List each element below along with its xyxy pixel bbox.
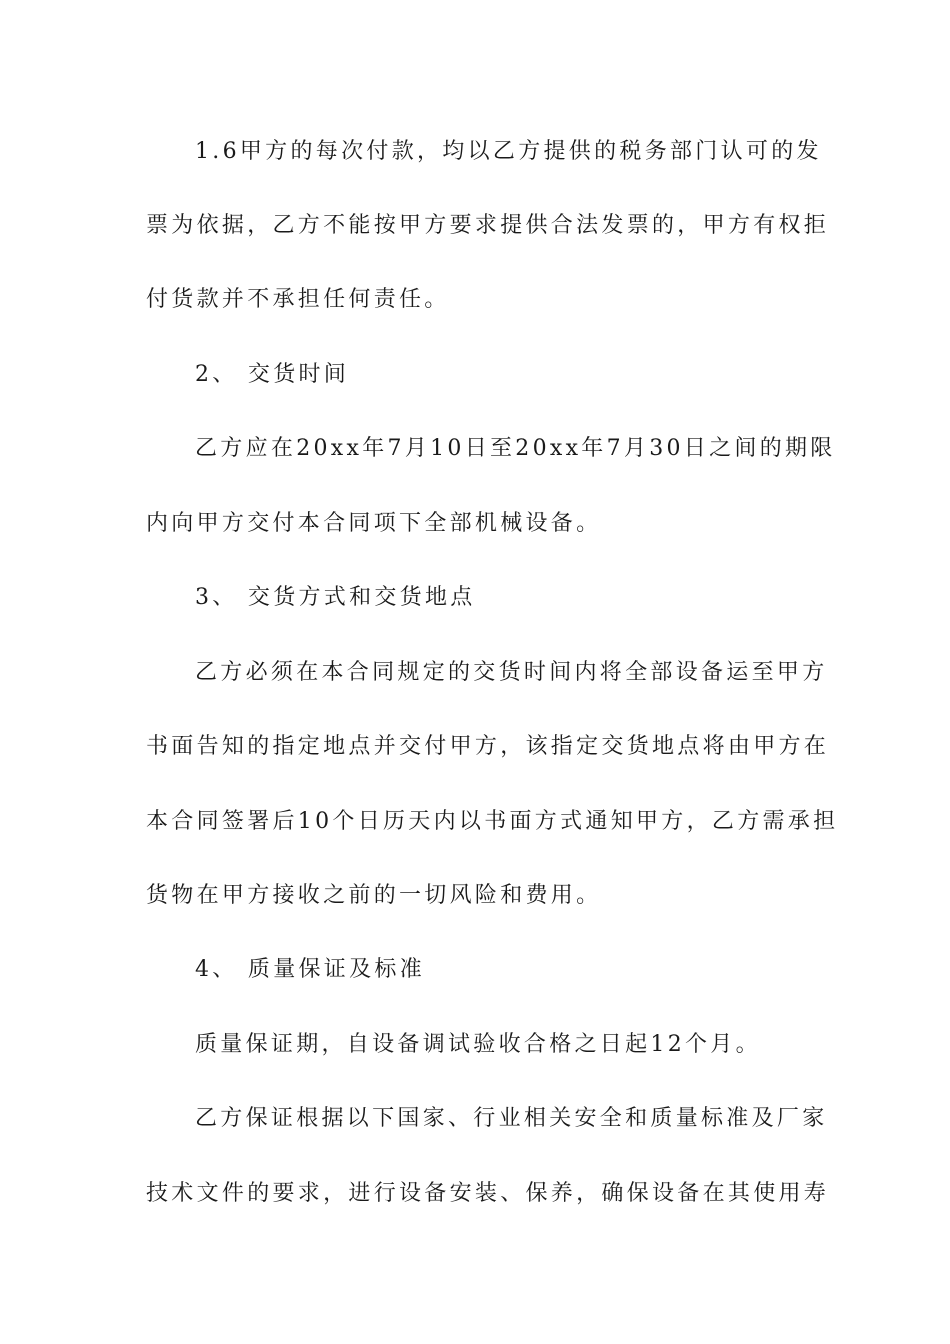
paragraph-line: 乙方保证根据以下国家、行业相关安全和质量标准及厂家: [195, 1106, 828, 1131]
paragraph-line: 乙方应在20xx年7月10日至20xx年7月30日之间的期限: [195, 436, 836, 461]
paragraph-line: 质量保证期，自设备调试验收合格之日起12个月。: [195, 1032, 761, 1057]
paragraph-line: 票为依据，乙方不能按甲方要求提供合法发票的，甲方有权拒: [146, 213, 830, 238]
section-heading: 4、 质量保证及标准: [195, 957, 425, 982]
section-heading: 2、 交货时间: [195, 362, 350, 387]
paragraph-line: 书面告知的指定地点并交付甲方，该指定交货地点将由甲方在: [146, 734, 830, 759]
paragraph-line: 1.6甲方的每次付款，均以乙方提供的税务部门认可的发: [195, 139, 822, 164]
paragraph-line: 本合同签署后10个日历天内以书面方式通知甲方，乙方需承担: [146, 809, 839, 834]
paragraph-line: 付货款并不承担任何责任。: [146, 287, 450, 312]
paragraph-line: 乙方必须在本合同规定的交货时间内将全部设备运至甲方: [195, 660, 828, 685]
paragraph-line: 技术文件的要求，进行设备安装、保养，确保设备在其使用寿: [146, 1181, 830, 1206]
paragraph-line: 货物在甲方接收之前的一切风险和费用。: [146, 883, 602, 908]
paragraph-line: 内向甲方交付本合同项下全部机械设备。: [146, 511, 602, 536]
section-heading: 3、 交货方式和交货地点: [195, 585, 476, 610]
